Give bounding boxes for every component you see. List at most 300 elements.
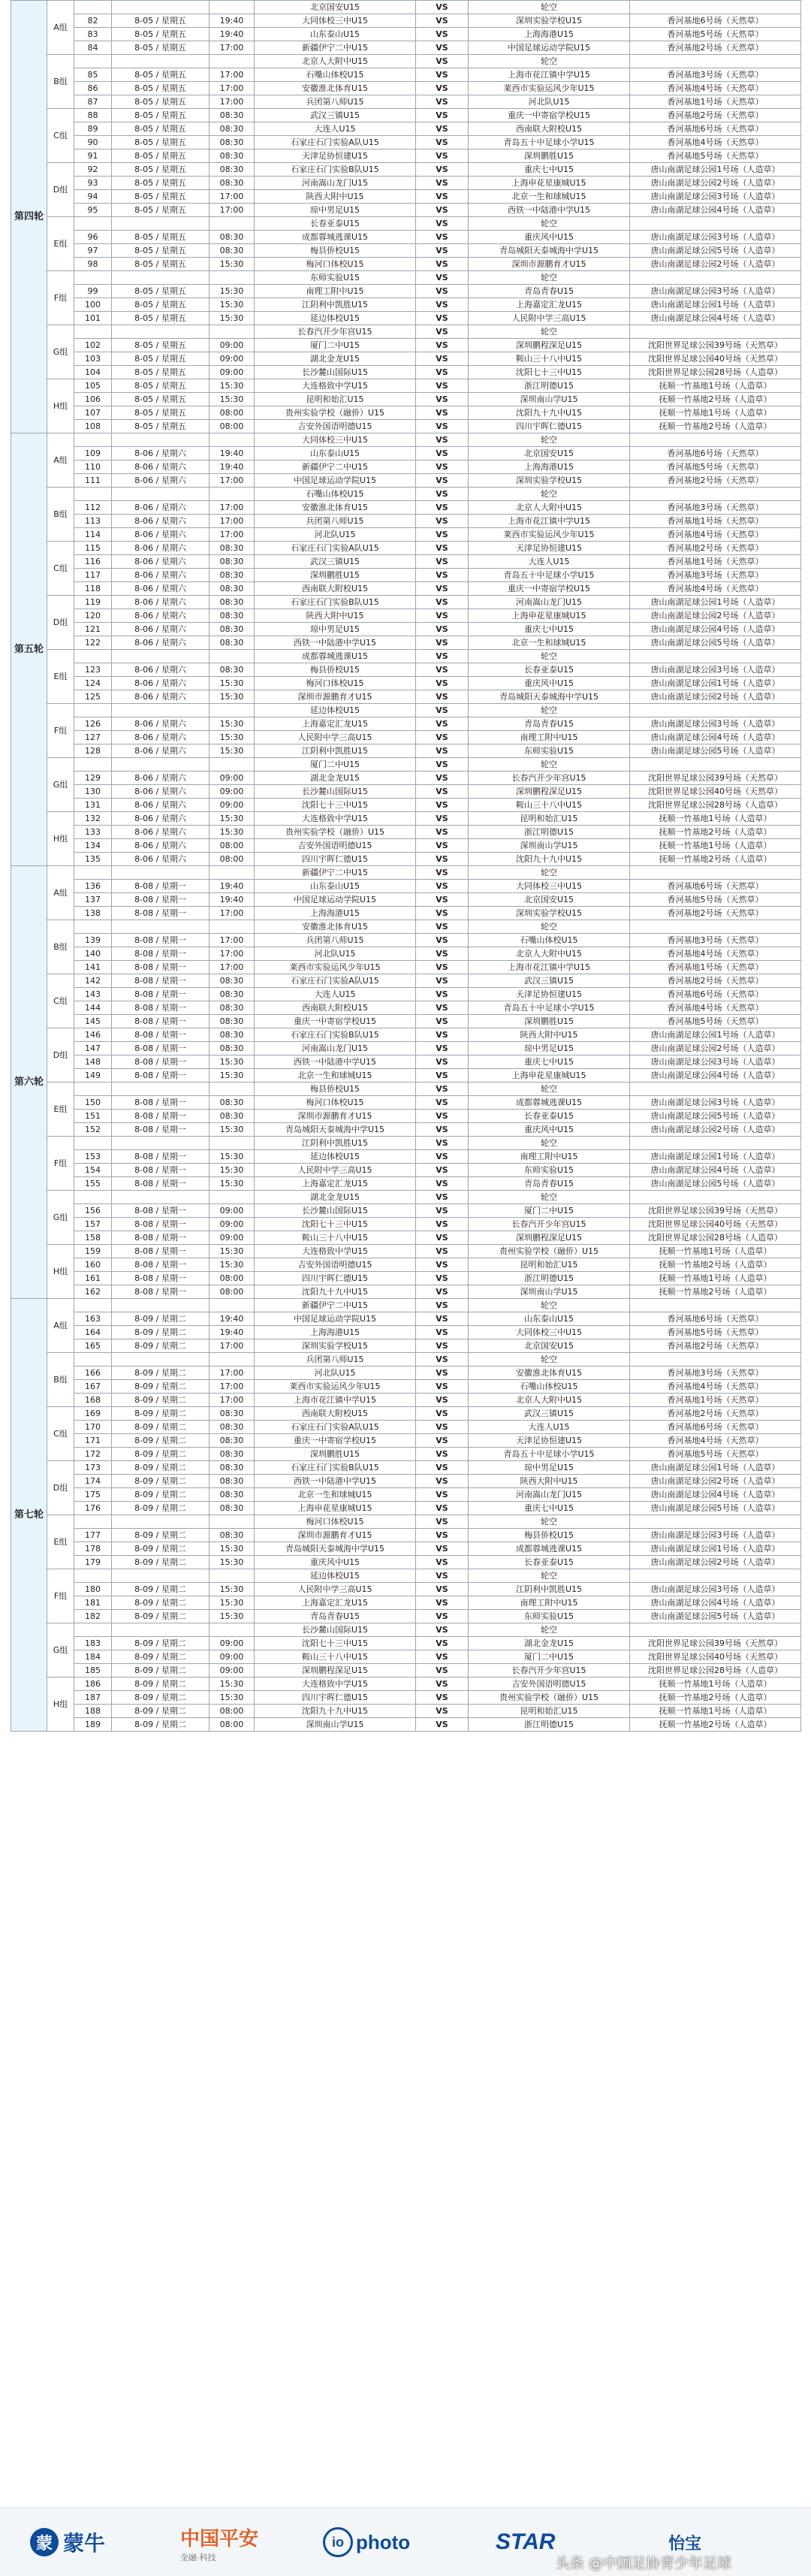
match-date: 8-05 / 星期五 [112,231,210,244]
match-row [11,68,801,82]
match-number: 94 [74,190,112,204]
match-time [210,650,255,663]
match-date [112,1353,210,1367]
match-venue: 香河基地3号场（天然草） [630,1367,801,1380]
match-time: 08:30 [210,582,255,596]
match-venue [630,704,801,717]
vs-label: VS [416,1123,469,1137]
bye-team: 安徽淮北体育U15 [255,920,416,934]
match-date [112,1083,210,1096]
away-team: 山东泰山U15 [469,1312,630,1326]
away-team: 湖北金龙U15 [469,1637,630,1650]
match-number: 142 [74,974,112,988]
match-number: 136 [74,880,112,893]
match-date: 8-06 / 星期六 [112,839,210,853]
match-time: 15:30 [210,1177,255,1191]
group-label: F组 [47,704,74,758]
match-date [112,920,210,934]
vs-label: VS [416,1542,469,1556]
away-team: 浙江明德U15 [469,826,630,839]
away-team: 重庆七中U15 [469,623,630,636]
match-row [11,190,801,204]
match-venue: 抚顺一竹基地1号场（人造草） [630,839,801,853]
match-row [11,406,801,420]
match-row [11,1001,801,1015]
home-team: 中国足球运动学院U15 [255,474,416,488]
match-date: 8-05 / 星期五 [112,420,210,433]
away-team: 青岛城阳天泰城海中学U15 [469,244,630,258]
match-number: 152 [74,1123,112,1137]
vs-label: VS [416,1475,469,1488]
vs-label: VS [416,515,469,528]
match-date: 8-08 / 星期一 [112,947,210,961]
match-venue: 唐山南湖足球公园1号场（人造草） [630,1028,801,1042]
home-team: 兵团第八师U15 [255,515,416,528]
match-venue: 香河基地3号场（天然草） [630,501,801,515]
match-venue: 香河基地6号场（天然草） [630,1312,801,1326]
group-label: A组 [47,1299,74,1353]
match-venue: 香河基地2号场（天然草） [630,1407,801,1421]
vs-label: VS [416,122,469,136]
home-team: 延边体校U15 [255,1150,416,1164]
match-venue: 唐山南湖足球公园3号场（人造草） [630,1096,801,1110]
match-number: 157 [74,1218,112,1231]
match-number: 156 [74,1204,112,1218]
bye-label: 轮空 [469,1515,630,1529]
match-date: 8-06 / 星期六 [112,569,210,582]
match-time: 08:00 [210,406,255,420]
match-venue: 唐山南湖足球公园2号场（人造草） [630,690,801,704]
bye-label: 轮空 [469,1569,630,1583]
away-team: 贵州实验学校（融侨）U15 [469,1245,630,1258]
match-time [210,1515,255,1529]
match-date: 8-08 / 星期一 [112,1258,210,1272]
match-venue: 唐山南湖足球公园5号场（人造草） [630,636,801,650]
match-date: 8-05 / 星期五 [112,298,210,312]
group-label: E组 [47,217,74,271]
match-time: 15:30 [210,826,255,839]
home-team: 四川宇晖仁德U15 [255,1272,416,1285]
match-date [112,488,210,501]
match-date: 8-09 / 星期二 [112,1380,210,1394]
match-row [11,1272,801,1285]
match-number [74,325,112,339]
match-row [11,1664,801,1678]
match-time: 15:30 [210,393,255,406]
vs-label: VS [416,853,469,866]
vs-label: VS [416,1204,469,1218]
match-number: 104 [74,366,112,379]
vs-label: VS [416,907,469,920]
match-time: 08:30 [210,1461,255,1475]
match-row [11,515,801,528]
vs-label: VS [416,1529,469,1542]
match-time: 15:30 [210,298,255,312]
match-venue: 抚顺一竹基地1号场（人造草） [630,1678,801,1691]
match-date: 8-06 / 星期六 [112,731,210,744]
bye-label: 轮空 [469,488,630,501]
vs-label: VS [416,866,469,880]
away-team: 河北队U15 [469,95,630,109]
home-team: 上海市花江镇中学U15 [255,1394,416,1407]
match-venue: 抚顺一竹基地2号场（人造草） [630,1258,801,1272]
away-team: 上海海港U15 [469,461,630,474]
home-team: 贵州实验学校（融侨）U15 [255,406,416,420]
match-number: 97 [74,244,112,258]
away-team: 深圳实验学校U15 [469,474,630,488]
bye-team: 大同体校三中U15 [255,433,416,447]
match-number: 148 [74,1055,112,1069]
bye-team: 延边体校U15 [255,1569,416,1583]
match-time: 17:00 [210,68,255,82]
bye-label: 轮空 [469,1353,630,1367]
away-team: 厦门二中U15 [469,1204,630,1218]
match-time: 09:00 [210,1218,255,1231]
match-number: 87 [74,95,112,109]
match-venue [630,1623,801,1637]
match-date: 8-08 / 星期一 [112,988,210,1001]
away-team: 长春汽开少年宫U15 [469,1664,630,1678]
vs-label: VS [416,1569,469,1583]
match-row [11,717,801,731]
match-time [210,55,255,68]
vs-label: VS [416,68,469,82]
away-team: 沈阳九十九中U15 [469,853,630,866]
home-team: 西南联大附校U15 [255,582,416,596]
match-number: 105 [74,379,112,393]
group-label: G组 [47,325,74,379]
match-number: 114 [74,528,112,542]
match-row [11,988,801,1001]
match-number: 176 [74,1502,112,1515]
match-row [11,41,801,55]
match-date: 8-05 / 星期五 [112,14,210,28]
bye-row [11,1569,801,1583]
match-row [11,1718,801,1732]
away-team: 上海申花星康城U15 [469,609,630,623]
match-number: 185 [74,1664,112,1678]
match-date: 8-08 / 星期一 [112,1123,210,1137]
away-team: 北京人大附中U15 [469,1394,630,1407]
match-number: 108 [74,420,112,433]
match-time: 08:30 [210,609,255,623]
match-row [11,122,801,136]
match-number [74,1299,112,1312]
match-date: 8-08 / 星期一 [112,893,210,907]
home-team: 上海申花星康城U15 [255,1502,416,1515]
vs-label: VS [416,109,469,122]
away-team: 沈阳九十九中U15 [469,406,630,420]
bye-label: 轮空 [469,1083,630,1096]
match-venue: 唐山南湖足球公园3号场（人造草） [630,285,801,298]
match-number: 144 [74,1001,112,1015]
home-team: 大连人U15 [255,988,416,1001]
match-venue: 唐山南湖足球公园1号场（人造草） [630,163,801,177]
away-team: 大连人U15 [469,555,630,569]
match-venue: 香河基地2号场（天然草） [630,109,801,122]
match-time [210,1,255,14]
match-date: 8-09 / 星期二 [112,1718,210,1732]
match-number: 147 [74,1042,112,1055]
away-team: 沈阳七十三中U15 [469,366,630,379]
vs-label: VS [416,826,469,839]
match-time [210,920,255,934]
match-number: 140 [74,947,112,961]
away-team: 浙江明德U15 [469,1718,630,1732]
match-venue: 唐山南湖足球公园3号场（人造草） [630,663,801,677]
match-number: 124 [74,677,112,690]
match-venue: 香河基地4号场（天然草） [630,582,801,596]
match-row [11,312,801,325]
match-venue: 唐山南湖足球公园4号场（人造草） [630,204,801,217]
away-team: 武汉三镇U15 [469,974,630,988]
match-date: 8-05 / 星期五 [112,122,210,136]
home-team: 贵州实验学校（融侨）U15 [255,826,416,839]
match-time: 19:40 [210,880,255,893]
bye-row [11,325,801,339]
bye-label: 轮空 [469,704,630,717]
home-team: 石家庄石门实验B队U15 [255,1461,416,1475]
vs-label: VS [416,325,469,339]
home-team: 南理工附中U15 [255,285,416,298]
match-number: 138 [74,907,112,920]
match-date: 8-08 / 星期一 [112,1218,210,1231]
match-time: 19:40 [210,461,255,474]
match-date: 8-08 / 星期一 [112,1096,210,1110]
match-date: 8-08 / 星期一 [112,1204,210,1218]
match-venue: 香河基地4号场（天然草） [630,528,801,542]
match-date: 8-05 / 星期五 [112,258,210,271]
match-date: 8-05 / 星期五 [112,41,210,55]
bye-label: 轮空 [469,1,630,14]
match-row [11,1123,801,1137]
away-team: 人民附中学三高U15 [469,312,630,325]
match-number: 172 [74,1448,112,1461]
vs-label: VS [416,28,469,41]
group-label: E组 [47,1515,74,1569]
match-date: 8-08 / 星期一 [112,907,210,920]
match-date [112,1623,210,1637]
match-venue: 香河基地5号场（天然草） [630,1015,801,1028]
match-venue [630,1299,801,1312]
match-row [11,839,801,853]
match-row [11,636,801,650]
match-row [11,785,801,799]
match-row [11,1096,801,1110]
match-venue [630,55,801,68]
vs-label: VS [416,1610,469,1623]
bye-team: 梅县侨校U15 [255,1083,416,1096]
match-venue: 唐山南湖足球公园2号场（人造草） [630,609,801,623]
match-number: 83 [74,28,112,41]
match-venue: 香河基地3号场（天然草） [630,68,801,82]
away-team: 重庆七中U15 [469,1055,630,1069]
home-team: 沈阳七十三中U15 [255,1637,416,1650]
bye-row [11,1137,801,1150]
away-team: 长春汽开少年宫U15 [469,1218,630,1231]
match-number: 177 [74,1529,112,1542]
match-row [11,1042,801,1055]
match-date [112,650,210,663]
bye-row [11,488,801,501]
match-date: 8-05 / 星期五 [112,190,210,204]
bye-team: 江阴利中凯胜U15 [255,1137,416,1150]
match-row [11,163,801,177]
match-date: 8-05 / 星期五 [112,82,210,95]
match-number: 101 [74,312,112,325]
away-team: 西南联大附校U15 [469,122,630,136]
match-date [112,1515,210,1529]
match-date: 8-09 / 星期二 [112,1394,210,1407]
vs-label: VS [416,1691,469,1705]
vs-label: VS [416,1407,469,1421]
away-team: 大同体校三中U15 [469,1326,630,1339]
away-team: 北京一生和球城U15 [469,636,630,650]
match-time: 17:00 [210,907,255,920]
home-team: 河南嵩山龙门U15 [255,177,416,190]
group-label: E组 [47,1083,74,1137]
match-venue: 抚顺一竹基地1号场（人造草） [630,406,801,420]
match-venue: 唐山南湖足球公园4号场（人造草） [630,1488,801,1502]
home-team: 青岛城阳天泰城海中学U15 [255,1123,416,1137]
away-team: 吉安外国语明德U15 [469,1678,630,1691]
match-venue: 唐山南湖足球公园5号场（人造草） [630,1502,801,1515]
vs-label: VS [416,1299,469,1312]
home-team: 琼中男足U15 [255,204,416,217]
away-team: 深圳鹏程深足U15 [469,785,630,799]
home-team: 上海海港U15 [255,1326,416,1339]
bye-label: 轮空 [469,433,630,447]
vs-label: VS [416,1339,469,1353]
match-date: 8-05 / 星期五 [112,285,210,298]
home-team: 石家庄石门实验B队U15 [255,163,416,177]
match-row [11,393,801,406]
match-number: 178 [74,1542,112,1556]
match-date: 8-06 / 星期六 [112,528,210,542]
away-team: 莱西市实验运风少年U15 [469,82,630,95]
away-team: 梅县侨校U15 [469,1529,630,1542]
match-venue [630,1569,801,1583]
away-team: 鞍山三十八中U15 [469,352,630,366]
match-venue: 香河基地4号场（天然草） [630,1001,801,1015]
match-time: 19:40 [210,1326,255,1339]
away-team: 深圳市源鹏育才U15 [469,258,630,271]
match-date: 8-05 / 星期五 [112,28,210,41]
match-venue: 香河基地2号场（天然草） [630,474,801,488]
group-label: G组 [47,1191,74,1245]
home-team: 兵团第八师U15 [255,95,416,109]
match-date: 8-09 / 星期二 [112,1637,210,1650]
match-number: 155 [74,1177,112,1191]
bye-team: 石嘴山体校U15 [255,488,416,501]
match-time: 15:30 [210,1150,255,1164]
group-label: D组 [47,1461,74,1515]
match-row [11,1542,801,1556]
home-team: 西南联大附校U15 [255,1407,416,1421]
vs-label: VS [416,379,469,393]
match-date: 8-09 / 星期二 [112,1339,210,1353]
match-time: 15:30 [210,379,255,393]
away-team: 深圳南山学U15 [469,393,630,406]
home-team: 人民附中学三高U15 [255,1583,416,1596]
match-time: 15:30 [210,312,255,325]
match-row [11,1461,801,1475]
vs-label: VS [416,163,469,177]
group-label: H组 [47,812,74,866]
match-venue: 唐山南湖足球公园1号场（人造草） [630,677,801,690]
match-date: 8-09 / 星期二 [112,1475,210,1488]
bye-team: 北京国安U15 [255,1,416,14]
match-time: 15:30 [210,1123,255,1137]
round-label: 第六轮 [11,866,47,1299]
match-venue: 香河基地2号场（天然草） [630,907,801,920]
match-venue: 香河基地3号场（天然草） [630,934,801,947]
away-team: 南理工附中U15 [469,731,630,744]
vs-label: VS [416,1083,469,1096]
match-time: 15:30 [210,731,255,744]
match-date: 8-06 / 星期六 [112,853,210,866]
group-label: B组 [47,920,74,974]
bye-label: 轮空 [469,920,630,934]
match-time: 08:30 [210,1421,255,1434]
home-team: 深圳鹏程深足U15 [255,1664,416,1678]
match-time: 17:00 [210,82,255,95]
vs-label: VS [416,1245,469,1258]
vs-label: VS [416,1637,469,1650]
match-row [11,1245,801,1258]
away-team: 上海市花江镇中学U15 [469,68,630,82]
away-team: 天津足协恒建U15 [469,1434,630,1448]
vs-label: VS [416,82,469,95]
match-number: 168 [74,1394,112,1407]
match-time: 17:00 [210,515,255,528]
match-time: 08:30 [210,663,255,677]
vs-label: VS [416,758,469,772]
match-row [11,95,801,109]
home-team: 吉安外国语明德U15 [255,420,416,433]
away-team: 东师实验U15 [469,1610,630,1623]
bye-row [11,1353,801,1367]
match-number: 120 [74,609,112,623]
match-date: 8-09 / 星期二 [112,1434,210,1448]
match-time: 15:30 [210,1678,255,1691]
bye-row [11,866,801,880]
away-team: 琼中男足U15 [469,1461,630,1475]
home-team: 西南联大附校U15 [255,1001,416,1015]
round-label: 第五轮 [11,433,47,866]
match-row [11,907,801,920]
away-team: 青岛青春U15 [469,717,630,731]
match-number: 183 [74,1637,112,1650]
match-time: 08:30 [210,1529,255,1542]
home-team: 深圳鹏胜U15 [255,569,416,582]
match-venue: 香河基地1号场（天然草） [630,95,801,109]
home-team: 青岛青春U15 [255,1610,416,1623]
home-team: 石家庄石门实验A队U15 [255,136,416,149]
away-team: 深圳鹏胜U15 [469,149,630,163]
home-team: 中国足球运动学院U15 [255,893,416,907]
match-number: 132 [74,812,112,826]
vs-label: VS [416,231,469,244]
match-number: 158 [74,1231,112,1245]
match-time [210,1191,255,1204]
vs-label: VS [416,1650,469,1664]
match-date: 8-06 / 星期六 [112,542,210,555]
match-row [11,1691,801,1705]
home-team: 莱西市实验运风少年U15 [255,961,416,974]
match-venue [630,1,801,14]
away-team: 长春亚泰U15 [469,663,630,677]
